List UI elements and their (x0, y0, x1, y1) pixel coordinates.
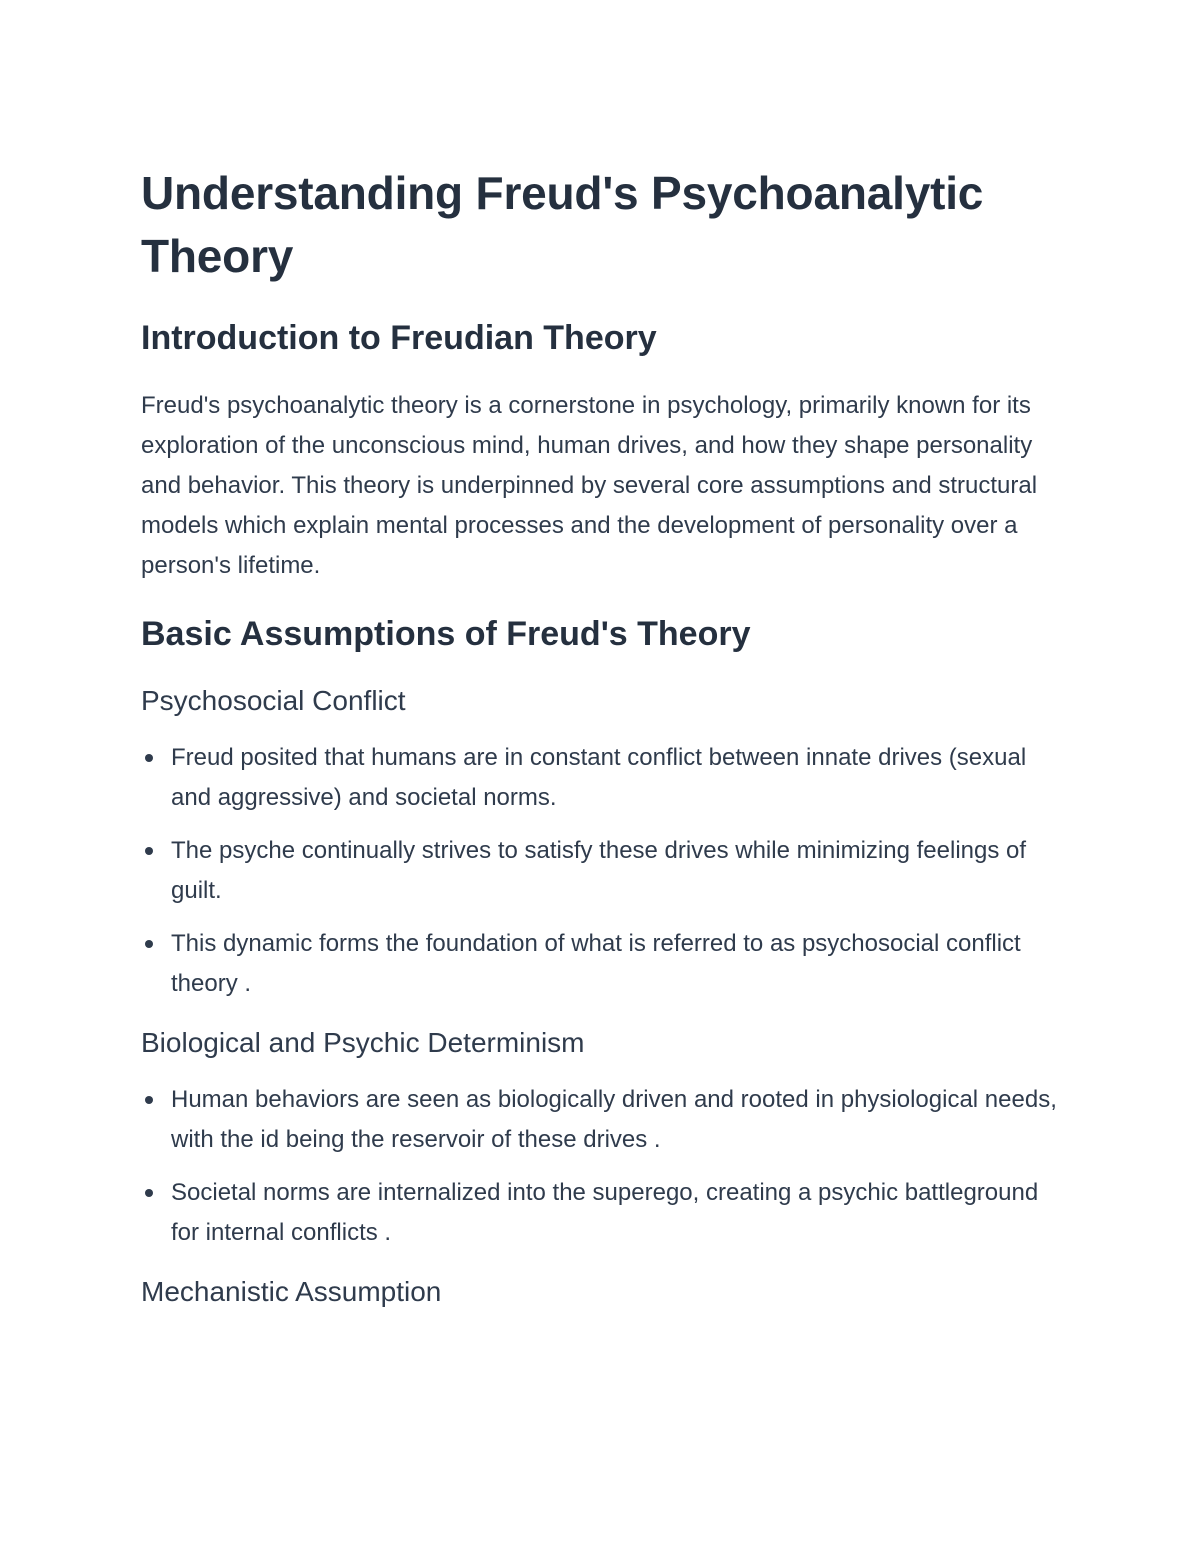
subsection-heading-psychosocial-conflict: Psychosocial Conflict (141, 685, 406, 716)
bullet-icon (145, 1096, 153, 1104)
section-heading-basic-assumptions: Basic Assumptions of Freud's Theory (141, 615, 751, 653)
list-item-text: Freud posited that humans are in constant conflict between innate drives (sexual and aggressive) and societal norms. (171, 744, 1027, 811)
document-page (141, 162, 1066, 1311)
list-item (141, 738, 1066, 818)
list-item (141, 1173, 1066, 1253)
biological-determinism-list (141, 1080, 1066, 1253)
list-item-text: Societal norms are internalized into the superego, creating a psychic battleground for internal conflicts . (171, 1179, 1039, 1246)
bullet-icon (145, 1189, 153, 1197)
list-item (141, 831, 1066, 911)
section-heading-introduction: Introduction to Freudian Theory (141, 319, 657, 357)
bullet-icon (145, 940, 153, 948)
list-item-text: The psyche continually strives to satisfy these drives while minimizing feelings of guilt. (171, 837, 1027, 904)
subsection-heading-mechanistic-assumption: Mechanistic Assumption (141, 1276, 442, 1307)
list-item (141, 1080, 1066, 1160)
document-title: Understanding Freud's Psychoanalytic Theory (141, 167, 984, 282)
list-item-text: This dynamic forms the foundation of what is referred to as psychosocial conflict theory . (171, 930, 1021, 997)
introduction-paragraph: Freud's psychoanalytic theory is a cornerstone in psychology, primarily known for its exploration of the unconscious mind, human drives, and how they shape personality and behavior. This theory is underpinned by several core assumptions and structural models which explain mental processes and the development of personality over a person's lifetime. (141, 392, 1038, 579)
list-item-text: Human behaviors are seen as biologically driven and rooted in physiological needs, with the id being the reservoir of these drives . (171, 1086, 1057, 1153)
bullet-icon (145, 754, 153, 762)
bullet-icon (145, 847, 153, 855)
list-item (141, 924, 1066, 1004)
psychosocial-conflict-list (141, 738, 1066, 1004)
subsection-heading-biological-determinism: Biological and Psychic Determinism (141, 1027, 585, 1058)
